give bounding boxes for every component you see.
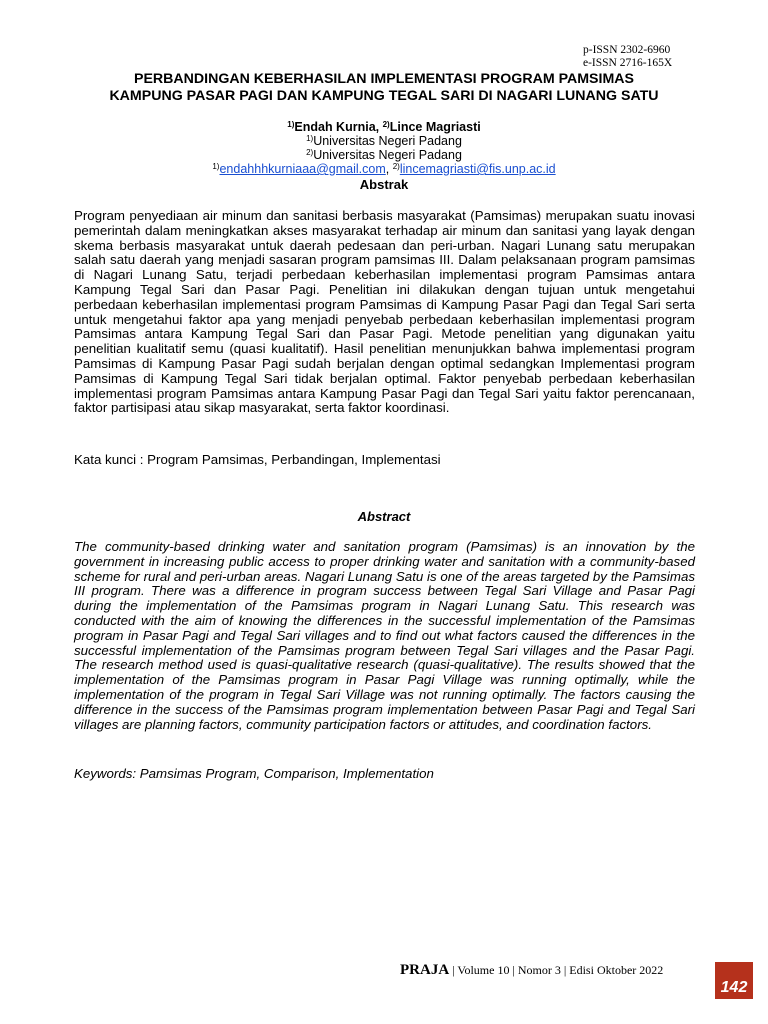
abstract-keywords: Keywords: Pamsimas Program, Comparison, Implementation [74,766,434,781]
issn-block [583,44,672,69]
affiliation1-text: Universitas Negeri Padang [313,134,462,148]
title-line-2: KAMPUNG PASAR PAGI DAN KAMPUNG TEGAL SARI DI NAGARI LUNANG SATU [109,88,659,104]
affiliation1-mark: 1) [306,134,314,143]
affiliation-2 [60,148,708,162]
page-number: 142 [720,979,748,996]
affiliation2-mark: 2) [306,148,314,157]
affiliation-1 [60,134,708,148]
author-block [60,120,708,176]
journal-footer [400,962,663,978]
author-emails [60,162,708,176]
author1-name: Endah Kurnia, [294,120,383,134]
affiliation2-text: Universitas Negeri Padang [313,148,462,162]
author2-name: Lince Magriasti [389,120,481,134]
page-number-badge [715,962,753,999]
email1-mark: 1) [212,162,220,171]
print-issn: p-ISSN 2302-6960 [583,44,671,56]
journal-issue-details: | Volume 10 | Nomor 3 | Edisi Oktober 2022 [449,963,664,977]
author1-mark: 1) [287,120,295,129]
electronic-issn: e-ISSN 2716-165X [583,56,673,69]
abstrak-keywords: Kata kunci : Program Pamsimas, Perbandingan, Implementasi [74,452,441,467]
email-link-2[interactable]: lincemagriasti@fis.unp.ac.id [399,162,556,176]
abstract-body: The community-based drinking water and sanitation program (Pamsimas) is an innovation by the government in increasing public access to proper drinking water and sanitation with a community-based scheme for rural and peri-urban areas. Nagari Lunang Satu is one of the areas targeted by the Pamsimas III program. There was a difference in program success between Tegal Sari Village and Pasar Pagi during the implementation of the Pamsimas program in Nagari Lunang Satu. This research was conducted with the aim of knowing the differences in the successful implementation of the Pamsimas program in Pasar Pagi and Tegal Sari villages and to find out what factors caused the differences in the successful implementation of the Pamsimas program between Tegal Sari villages and the Pasar Pagi. The research method used is quasi-qualitative research (quasi-qualitative). The results showed that the implementation of the Pamsimas program in Pasar Pagi Village was running optimally, while the implementation of the program in Tegal Sari Village was not running optimally. The factors causing the difference in the success of the Pamsimas program implementation between Pasar Pagi and Tegal Sari villages are planning factors, community participation factors or attitudes, and coordination factors. [74,539,695,732]
title-line-1: PERBANDINGAN KEBERHASILAN IMPLEMENTASI PROGRAM PAMSIMAS [134,71,634,87]
journal-name: PRAJA [400,962,450,978]
paper-title [60,71,708,105]
email2-mark: 2) [392,162,400,171]
author2-mark: 2) [382,120,390,129]
abstract-heading: Abstract [357,509,411,524]
email-link-1[interactable]: endahhhkurniaaa@gmail.com [219,162,386,176]
abstrak-body: Program penyediaan air minum dan sanitasi berbasis masyarakat (Pamsimas) merupakan suatu inovasi pemerintah dalam meningkatkan akses masyarakat terhadap air minum dan sanitasi yang layak dengan skema berbasis masyarakat untuk daerah pedesaan dan peri-urban. Nagari Lunang satu merupakan salah satu daerah yang menjadi sasaran program pamsimas III. Dalam pelaksanaan program pamsimas di Nagari Lunang Satu, terjadi perbedaan keberhasilan implementasi program Pamsimas antara Kampung Tegal Sari dan Pasar Pagi. Penelitian ini dilakukan dengan tujuan untuk mengetahui perbedaan keberhasilan implementasi program Pamsimas di Kampung Pasar Pagi dan Tegal Sari serta untuk mengetahui faktor apa yang menjadi penyebab perbedaan keberhasilan implementasi program Pamsimas antara Kampung Tegal Sari dan Pasar Pagi. Metode penelitian yang digunakan yaitu penelitian kualitatif semu (quasi kualitatif). Hasil penelitian menunjukkan bahwa implementasi program Pamsimas di Kampung Pasar Pagi sudah berjalan dengan optimal sedangkan Implementasi program Pamsimas di Kampung Tegal Sari tidak berjalan optimal. Faktor penyebab perbedaan keberhasilan implementasi program Pamsimas antara Kampung Pasar Pagi dan Tegal Sari yaitu faktor perencanaan, faktor partisipasi atau sikap masyarakat, serta faktor koordinasi. [74,208,695,416]
email-separator: , [385,162,393,176]
abstrak-heading: Abstrak [359,177,409,192]
author-names [60,120,708,134]
